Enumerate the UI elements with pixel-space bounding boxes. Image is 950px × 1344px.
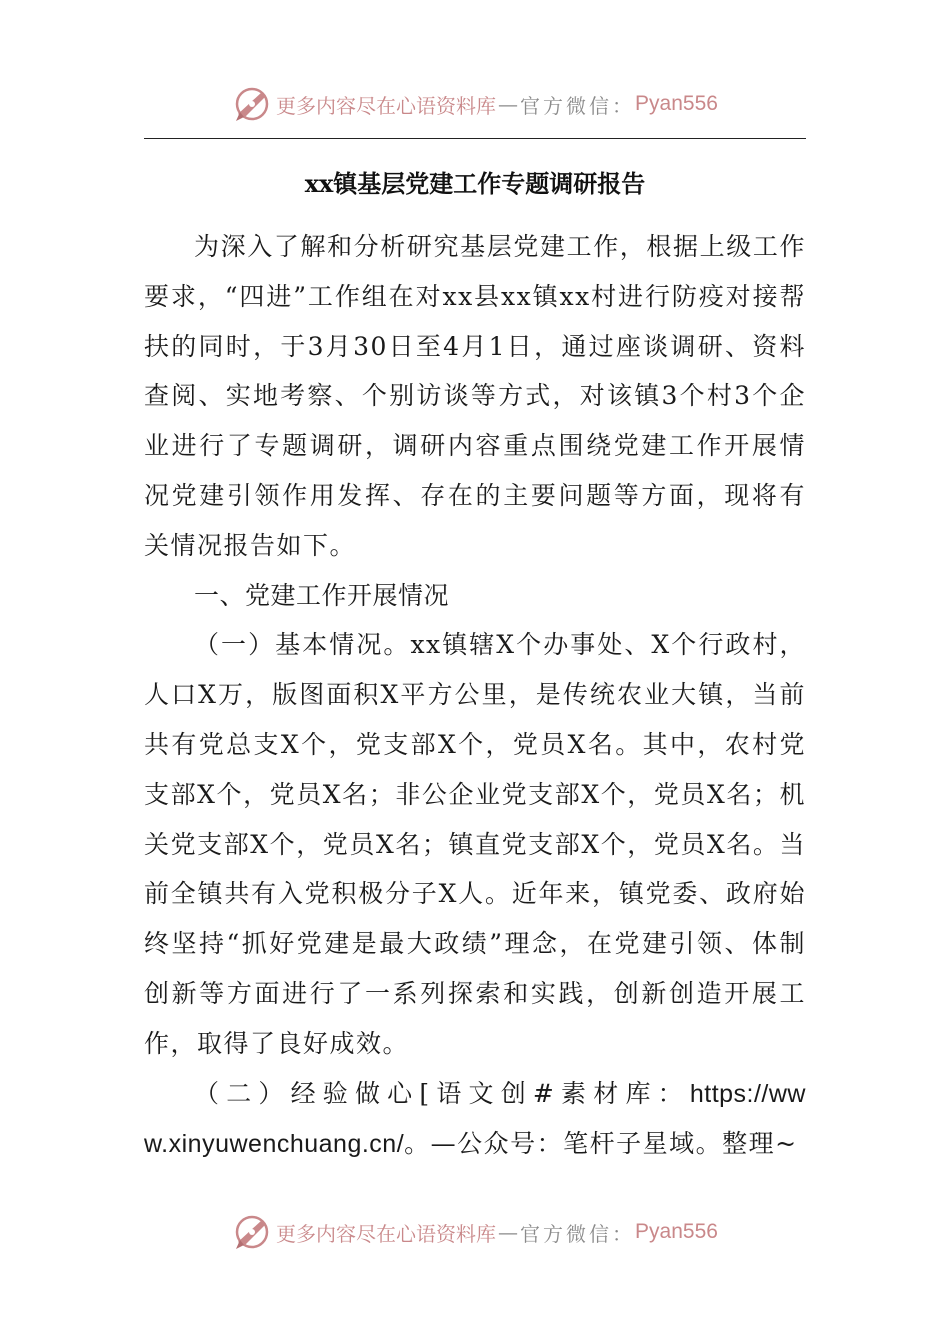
experience-tail: 。—公众号：笔杆子星域。整理~ [404, 1129, 798, 1159]
banner-slogan: 更多内容尽在心语资料库 [276, 1221, 497, 1246]
document-body [144, 222, 806, 1170]
banner-separator: — [498, 92, 519, 116]
banner-wechat-id: Pyan556 [635, 1220, 718, 1243]
intro-paragraph: 为深入了解和分析研究基层党建工作，根据上级工作要求，“四进”工作组在对xx县xx镇xx村进行防疫对接帮扶的同时，于3月30日至4月1日，通过座谈调研、资料查阅、实地考察、个别访谈等方式，对该镇3个村3个企业进行了专题调研，调研内容重点围绕党建工作开展情况党建引领作用发挥、存在的主要问题等方面，现将有关情况报告如下。 [144, 232, 806, 560]
source-link[interactable]: https://www.xinyuwenchuang.cn/ [144, 1079, 806, 1159]
banner-wechat-label: 官方微信： [520, 1221, 636, 1246]
banner-slogan: 更多内容尽在心语资料库 [276, 93, 497, 118]
banner-wechat-id: Pyan556 [635, 92, 718, 115]
banner-wechat-label: 官方微信： [520, 93, 636, 118]
header-divider [144, 138, 806, 139]
experience-paragraph [144, 1069, 806, 1171]
experience-lead: （二）经验做心[语文创#素材库： [194, 1078, 690, 1108]
section-heading: 一、党建工作开展情况 [194, 580, 450, 610]
pen-circle-logo-icon [232, 84, 272, 124]
document-title: xx镇基层党建工作专题调研报告 [304, 169, 646, 198]
header-banner [0, 82, 950, 126]
basic-situation-paragraph: （一）基本情况。xx镇辖X个办事处、X个行政村，人口X万，版图面积X平方公里，是传统农业大镇，当前共有党总支X个，党支部X个，党员X名。其中，农村党支部X个，党员X名；非公企业党支部X个，党员X名；机关党支部X个，党员X名；镇直党支部X个，党员X名。当前全镇共有入党积极分子X人。近年来，镇党委、政府始终坚持“抓好党建是最大政绩”理念，在党建引领、体制创新等方面进行了一系列探索和实践，创新创造开展工作，取得了良好成效。 [144, 630, 806, 1058]
pen-circle-logo-icon [232, 1212, 272, 1252]
banner-separator: — [498, 1220, 519, 1244]
footer-banner [0, 1210, 950, 1254]
